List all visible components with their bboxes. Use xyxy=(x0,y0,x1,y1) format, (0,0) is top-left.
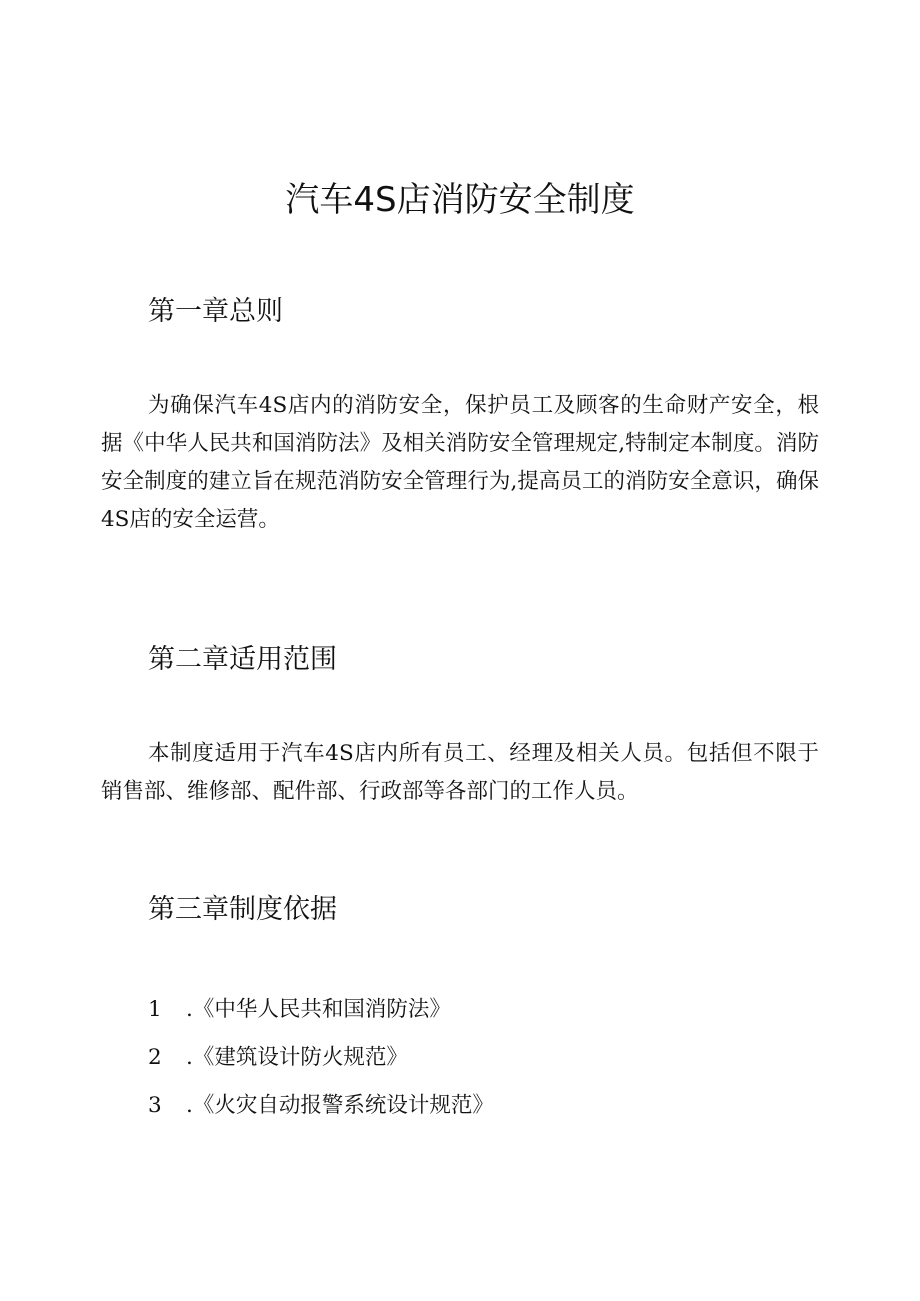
basis-item-number: 1 xyxy=(148,997,162,1022)
basis-item-text: .《建筑设计防火规范》 xyxy=(186,1045,408,1070)
basis-item-text: .《火灾自动报警系统设计规范》 xyxy=(186,1093,494,1118)
basis-list-item xyxy=(148,1082,494,1130)
basis-item-number: 2 xyxy=(148,1045,162,1070)
chapter-1-heading: 第一章总则 xyxy=(148,296,283,327)
basis-item-text: .《中华人民共和国消防法》 xyxy=(186,997,451,1022)
basis-list-item xyxy=(148,1034,494,1082)
basis-item-number: 3 xyxy=(148,1093,162,1118)
chapter-1-paragraph: 为确保汽车4S店内的消防安全，保护员工及顾客的生命财产安全，根据《中华人民共和国消防法》及相关消防安全管理规定,特制定本制度。消防安全制度的建立旨在规范消防安全管理行为,提高员工的消防安全意识，确保4S店的安全运营。 xyxy=(101,393,819,532)
chapter-2-heading: 第二章适用范围 xyxy=(148,644,337,675)
chapter-2-paragraph: 本制度适用于汽车4S店内所有员工、经理及相关人员。包括但不限于销售部、维修部、配件部、行政部等各部门的工作人员。 xyxy=(101,741,819,804)
basis-list-item xyxy=(148,986,494,1034)
chapter-3-heading: 第三章制度依据 xyxy=(148,894,337,925)
document-title: 汽车4S店消防安全制度 xyxy=(285,180,635,220)
basis-list xyxy=(148,986,494,1130)
